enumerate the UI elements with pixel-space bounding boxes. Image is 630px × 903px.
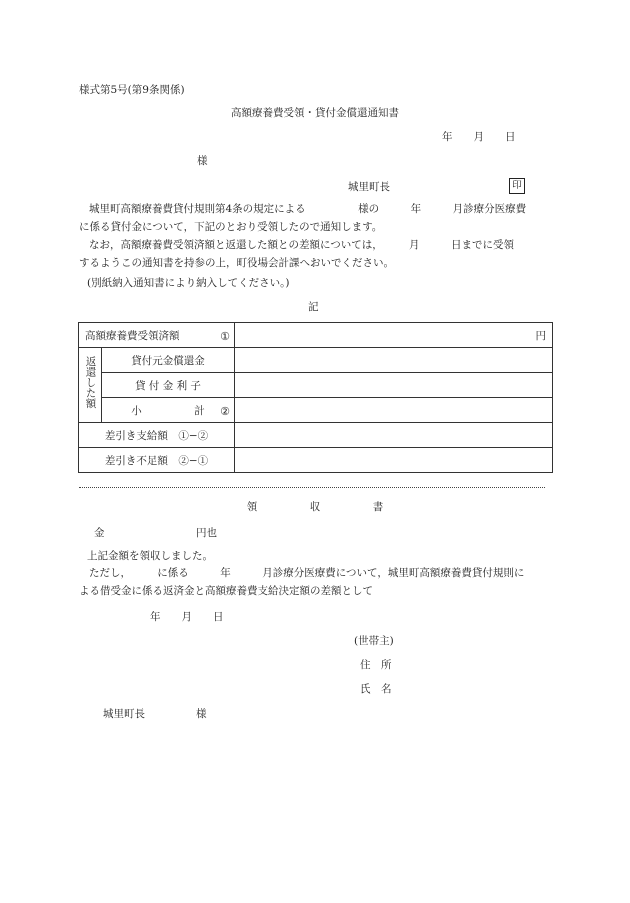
principal-repayment-label-cell [102, 348, 235, 373]
householder-label: (世帯主) [354, 635, 394, 647]
seal-stamp: 印 [509, 178, 525, 194]
receipt-title: 領 収 書 [246, 501, 384, 513]
notice-line: に係る貸付金について，下記のとおり受領したので通知します。 [79, 221, 383, 233]
table-row [79, 423, 553, 448]
amount-table [78, 322, 553, 473]
yen-unit: 円 [535, 329, 546, 342]
received-amount-label-cell [79, 323, 235, 348]
cut-line-divider [79, 487, 545, 488]
principal-repayment-label: 貸付元金償還金 [131, 354, 205, 367]
principal-repayment-cell [235, 348, 553, 373]
recipient-suffix: 様 [196, 708, 207, 720]
net-payment-label: 差引き支給額 ①−② [104, 429, 209, 442]
form-number: 様式第5号(第9条関係) [79, 84, 185, 96]
subtotal-label-cell [102, 398, 235, 423]
shortfall-label: 差引き不足額 ②−① [104, 454, 209, 467]
issue-date: 年 月 日 [442, 131, 516, 143]
table-row [79, 448, 553, 473]
returned-amount-label: 返還した額 [84, 356, 97, 409]
receipt-note [79, 564, 553, 600]
received-statement: 上記金額を領収しました。 [87, 550, 213, 562]
notice-paragraph-2 [79, 236, 553, 272]
net-payment-label-cell [79, 423, 235, 448]
notice-paragraph-1 [79, 200, 553, 236]
table-row [79, 398, 553, 423]
receipt-date: 年 月 日 [150, 611, 224, 623]
received-amount-label: 高額療養費受領済額 [85, 329, 180, 342]
mark-two: ② [220, 405, 230, 418]
shortfall-label-cell [79, 448, 235, 473]
ki-heading: 記 [308, 301, 319, 313]
table-row [79, 348, 553, 373]
table-row [79, 323, 553, 348]
note-line: ただし， に係る 年 月診療分医療費について，城里町高額療養費貸付規則に [89, 567, 525, 579]
name-label: 氏 名 [360, 683, 392, 695]
address-label: 住 所 [360, 659, 392, 671]
notice-line: 城里町高額療養費貸付規則第4条の規定による 様の 年 月診療分医療費 [89, 203, 527, 215]
mark-one: ① [220, 330, 230, 343]
returned-amount-label-cell [79, 348, 102, 423]
addressee-suffix: 様 [197, 155, 208, 167]
net-payment-cell [235, 423, 553, 448]
table-row [79, 373, 553, 398]
notice-line: なお，高額療養費受領済額と返還した額との差額については， 月 日までに受領 [89, 239, 515, 251]
loan-interest-cell [235, 373, 553, 398]
note-line: よる借受金に係る返済金と高額療養費支給決定額の差額として [79, 585, 373, 597]
loan-interest-label: 貸 付 金 利 子 [135, 379, 201, 392]
recipient-name: 城里町長 [103, 708, 145, 720]
amount-prefix: 金 [94, 527, 105, 539]
amount-suffix: 円也 [196, 527, 217, 539]
issuer-name: 城里町長 [348, 181, 390, 193]
notice-paragraph-3: (別紙納入通知書により納入してください。) [87, 277, 290, 289]
shortfall-cell [235, 448, 553, 473]
loan-interest-label-cell [102, 373, 235, 398]
notice-line: するようこの通知書を持参の上，町役場会計課へおいでください。 [79, 257, 394, 269]
subtotal-label: 小 計 [131, 404, 205, 417]
subtotal-cell [235, 398, 553, 423]
document-title: 高額療養費受領・貸付金償還通知書 [231, 107, 399, 119]
received-amount-cell [235, 323, 553, 348]
